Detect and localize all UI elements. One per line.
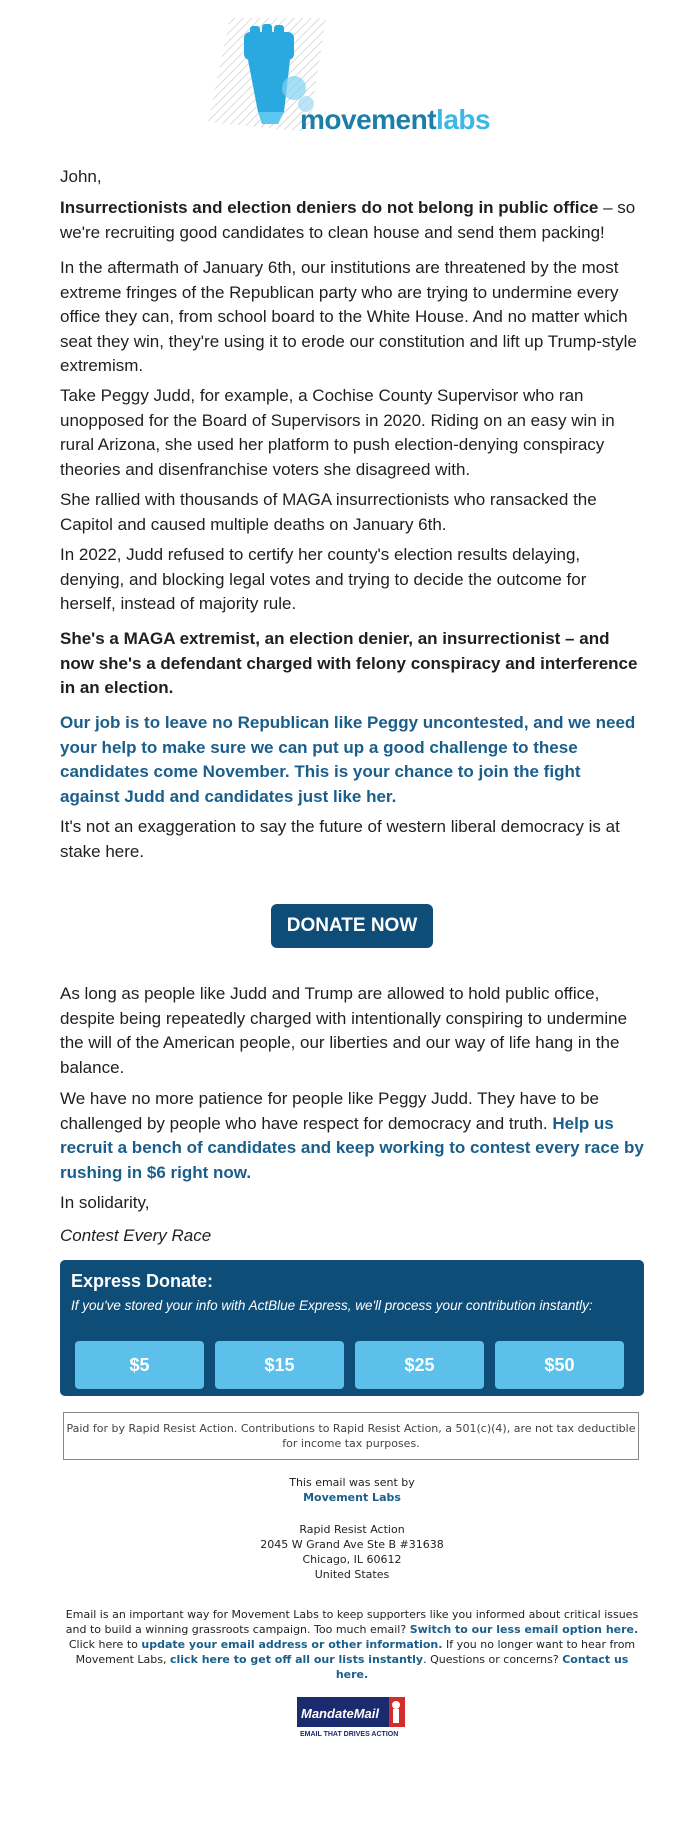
unsubscribe-link[interactable]: click here to get off all our lists instantly — [169, 1653, 424, 1666]
paragraph-peggy-judd: Take Peggy Judd, for example, a Cochise County Supervisor who ran unopposed for the Board of Supervisors in 2020. Riding on an easy win in rural Arizona, she used her platform to push election-denying conspiracy theories and disenfranchise voters she disagreed with. — [60, 386, 615, 479]
mandatemail-badge-icon — [297, 1697, 407, 1739]
closing: In solidarity, — [60, 1193, 150, 1212]
paragraph-democracy: It's not an exaggeration to say the future of western liberal democracy is at stake here. — [60, 817, 620, 861]
mandatemail-logo[interactable] — [297, 1697, 407, 1739]
footer-legal — [60, 1607, 644, 1682]
paragraph-public-office: As long as people like Judd and Trump are allowed to hold public office, despite being repeatedly charged with intentionally conspiring to undermine the will of the American people, our liberties and our way of life hang in the balance. — [60, 984, 628, 1077]
intro-bold: Insurrectionists and election deniers do not belong in public office — [60, 198, 599, 217]
amount-50-button[interactable]: $50 — [495, 1341, 624, 1389]
address-line-4: United States — [314, 1568, 390, 1581]
address-line-3: Chicago, IL 60612 — [302, 1553, 402, 1566]
address-line-1: Rapid Resist Action — [299, 1523, 405, 1536]
intro-rest: – so we're recruiting good candidates to clean house and send them packing! — [60, 198, 636, 242]
paragraph-our-job[interactable] — [60, 711, 644, 809]
express-donate-panel — [60, 1260, 644, 1396]
address-line-2: 2045 W Grand Ave Ste B #31638 — [260, 1538, 444, 1551]
express-title: Express Donate: — [71, 1271, 214, 1291]
mandatemail-name: MandateMail — [301, 1706, 380, 1721]
amount-5-button[interactable]: $5 — [75, 1341, 204, 1389]
paragraph-2022: In 2022, Judd refused to certify her county's election results delaying, denying, and blocking legal votes and trying to decide the outcome for herself, instead of majority rule. — [60, 545, 587, 613]
patience-text: We have no more patience for people like Peggy Judd. They have to be challenged by people who have respect for democracy and truth. — [60, 1089, 599, 1133]
paragraph-aftermath: In the aftermath of January 6th, our institutions are threatened by the most extreme fringes of the Republican party who are trying to undermine every office they can, from school board to the White House. And no matter which seat they win, they're using it to erode our constitution and lift up Trump-style extremism. — [60, 258, 637, 375]
sender-link[interactable]: Movement Labs — [303, 1491, 401, 1504]
update-email-link[interactable]: update your email address or other information. — [141, 1638, 443, 1651]
legal-text-3: If you no longer want to hear from Movement Labs, — [75, 1638, 636, 1666]
legal-text-4: . Questions or concerns? — [423, 1653, 563, 1666]
amount-15-button[interactable]: $15 — [215, 1341, 344, 1389]
legal-text-1: Email is an important way for Movement Labs to keep supporters like you informed about critical issues and to build a winning grassroots campaign. Too much email? — [65, 1608, 639, 1636]
paragraph-rallied: She rallied with thousands of MAGA insurrectionists who ransacked the Capitol and caused multiple deaths on January 6th. — [60, 490, 597, 534]
our-job-link[interactable]: Our job is to leave no Republican like Peggy uncontested, and we need your help to make sure we can put up a good challenge to these candidates come November. This is your chance to join the fight against Judd and candidates just like her. — [60, 713, 636, 806]
legal-text-2: Click here to — [68, 1638, 142, 1651]
footer-sent-by — [60, 1475, 644, 1505]
paragraph-patience — [60, 1087, 644, 1185]
express-subtitle: If you've stored your info with ActBlue Express, we'll process your contribution instantly: — [71, 1298, 593, 1313]
logo-wordmark: movementlabs — [300, 104, 491, 135]
signature: Contest Every Race — [60, 1226, 212, 1245]
contact-us-link[interactable]: Contact us here. — [335, 1653, 629, 1681]
sent-by-text: This email was sent by — [289, 1476, 415, 1489]
amount-25-button[interactable]: $25 — [355, 1341, 484, 1389]
greeting: John, — [60, 167, 102, 186]
paragraph-maga-extremist: She's a MAGA extremist, an election denier, an insurrectionist – and now she's a defendant charged with felony conspiracy and interference in an election. — [60, 629, 638, 697]
rush-six-link[interactable]: Help us recruit a bench of candidates and keep working to contest every race by rushing in $6 right now. — [60, 1113, 644, 1182]
paragraph-intro — [60, 196, 644, 245]
less-email-link[interactable]: Switch to our less email option here. — [409, 1623, 639, 1636]
mandatemail-tagline: EMAIL THAT DRIVES ACTION — [300, 1731, 399, 1738]
movement-labs-logo[interactable] — [198, 12, 498, 137]
footer-address — [60, 1522, 644, 1582]
paid-for-disclaimer: Paid for by Rapid Resist Action. Contributions to Rapid Resist Action, a 501(c)(4), are not tax deductible for income tax purposes. — [63, 1412, 639, 1460]
donate-now-button[interactable]: DONATE NOW — [271, 904, 433, 948]
